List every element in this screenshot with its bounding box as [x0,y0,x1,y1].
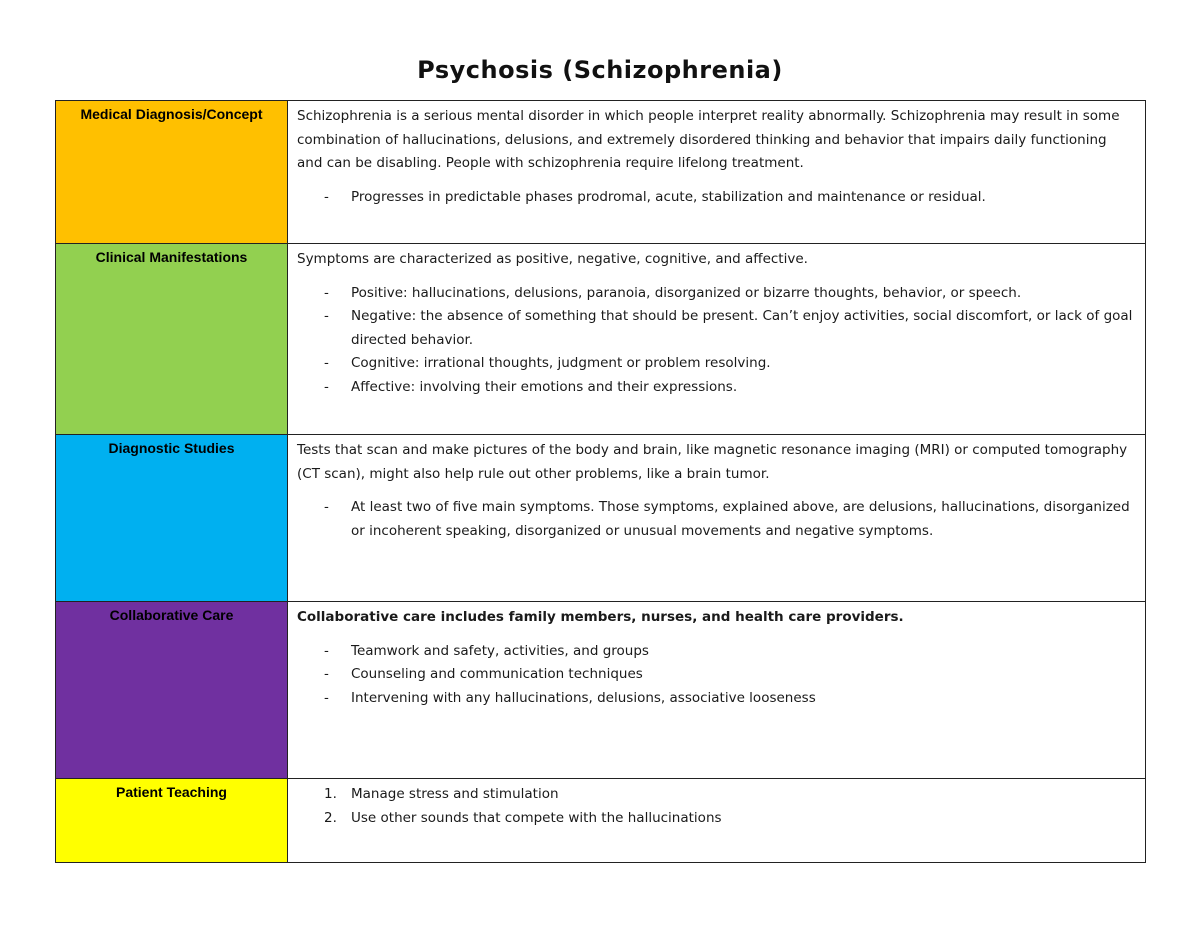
bullet-list [297,282,1135,400]
bullet-list [297,640,1135,711]
row-label: Clinical Manifestations [95,249,248,265]
list-item [297,663,1135,687]
label-cell-clinical-manifestations [56,244,288,435]
content-cell-medical-diagnosis [288,101,1146,244]
list-item-text: At least two of five main symptoms. Those symptoms, explained above, are delusions, hallucinations, disorganized or incoherent speaking, disorganized or unusual movements and negative symptoms. [351,499,1130,539]
list-item [297,687,1135,711]
content-cell-clinical-manifestations [288,244,1146,435]
list-item [297,186,1135,210]
list-item [297,376,1135,400]
label-cell-diagnostic-studies [56,435,288,602]
dash-bullet-icon: - [324,308,329,324]
list-item-text: Teamwork and safety, activities, and groups [351,642,649,659]
dash-bullet-icon: - [324,499,329,515]
list-item-text: Progresses in predictable phases prodromal, acute, stabilization and maintenance or residual. [351,188,986,205]
page-title: Psychosis (Schizophrenia) [417,56,783,84]
concept-map-table [55,100,1146,863]
list-item-text: Negative: the absence of something that should be present. Can’t enjoy activities, social discomfort, or lack of goal directed behavior. [351,308,1133,348]
list-item [297,352,1135,376]
table-row-patient-teaching [56,779,1146,863]
dash-bullet-icon: - [324,188,329,205]
table-row-collaborative-care [56,602,1146,779]
content-cell-patient-teaching [288,779,1146,863]
bullet-list [297,496,1135,543]
list-item [297,783,1135,807]
list-item-text: Cognitive: irrational thoughts, judgment or problem resolving. [351,355,771,371]
dash-bullet-icon: - [324,689,329,706]
bullet-list [297,186,1135,210]
label-cell-collaborative-care [56,602,288,779]
list-item [297,807,1135,831]
row-intro-text: Schizophrenia is a serious mental disorder in which people interpret reality abnormally. Schizophrenia may result in some combination of hallucinations, delusions, and extremely disordered thinking and behavior that impairs daily functioning and can be disabling. People with schizophrenia require lifelong treatment. [297,108,1120,171]
table-row-clinical-manifestations [56,244,1146,435]
dash-bullet-icon: - [324,666,329,682]
table-row-diagnostic-studies [56,435,1146,602]
list-item-text: Manage stress and stimulation [351,786,559,802]
list-item-text: Counseling and communication techniques [351,666,643,682]
row-label: Medical Diagnosis/Concept [80,106,263,122]
dash-bullet-icon: - [324,355,329,371]
content-cell-diagnostic-studies [288,435,1146,602]
list-item-text: Positive: hallucinations, delusions, paranoia, disorganized or bizarre thoughts, behavior, or speech. [351,284,1022,301]
row-intro-text: Collaborative care includes family members, nurses, and health care providers. [297,609,904,625]
table-row-medical-diagnosis [56,101,1146,244]
dash-bullet-icon: - [324,642,329,659]
list-number: 2. [324,809,337,826]
label-cell-medical-diagnosis [56,101,288,244]
list-item-text: Use other sounds that compete with the hallucinations [351,809,722,826]
list-item-text: Intervening with any hallucinations, delusions, associative looseness [351,689,816,706]
list-item [297,305,1135,352]
row-intro-text: Symptoms are characterized as positive, negative, cognitive, and affective. [297,251,808,267]
list-item-text: Affective: involving their emotions and their expressions. [351,378,738,395]
list-item [297,282,1135,306]
dash-bullet-icon: - [324,378,329,395]
list-item [297,640,1135,664]
row-label: Collaborative Care [109,607,234,623]
row-label: Patient Teaching [116,784,227,800]
numbered-list [297,783,1135,830]
list-item [297,496,1135,543]
list-number: 1. [324,786,337,802]
dash-bullet-icon: - [324,284,329,301]
label-cell-patient-teaching [56,779,288,863]
row-label: Diagnostic Studies [108,440,235,456]
content-cell-collaborative-care [288,602,1146,779]
row-intro-text: Tests that scan and make pictures of the body and brain, like magnetic resonance imaging (MRI) or computed tomography (CT scan), might also help rule out other problems, like a brain tumor. [297,442,1128,482]
